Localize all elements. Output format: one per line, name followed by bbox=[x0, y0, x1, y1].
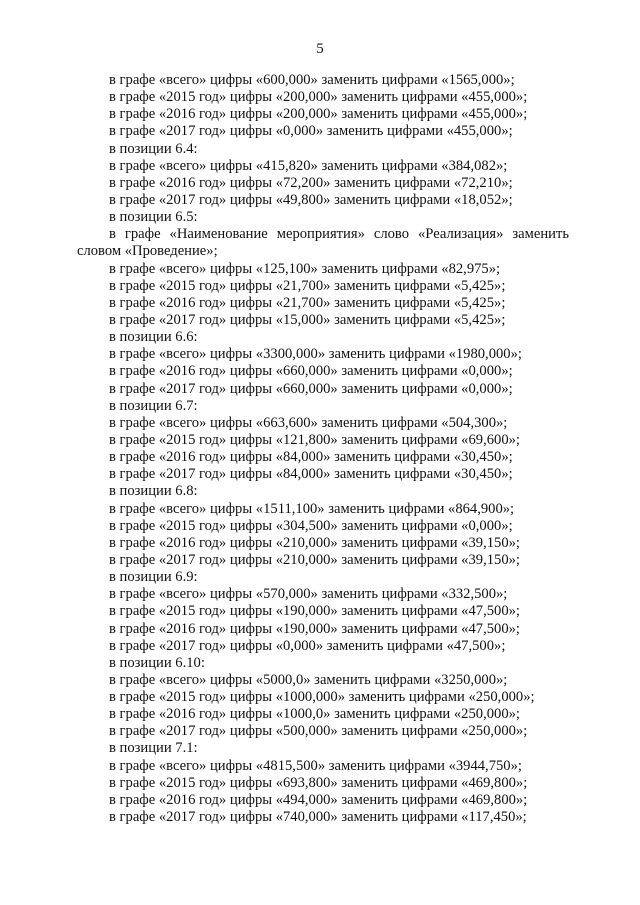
text-line: в графе «2015 год» цифры «1000,000» заменить цифрами «250,000»; bbox=[109, 689, 535, 706]
text-line: в графе «всего» цифры «415,820» заменить цифрами «384,082»; bbox=[109, 157, 508, 174]
justified-line bbox=[109, 226, 569, 243]
text-line: в графе «всего» цифры «570,000» заменить цифрами «332,500»; bbox=[109, 586, 508, 603]
text-line: в графе «2016 год» цифры «210,000» заменить цифрами «39,150»; bbox=[109, 534, 520, 551]
text-line: в графе «2016 год» цифры «190,000» заменить цифрами «47,500»; bbox=[109, 620, 520, 637]
text-line: словом «Проведение»; bbox=[77, 243, 218, 260]
position-heading: в позиции 6.7: bbox=[109, 397, 198, 414]
page-number: 5 bbox=[316, 41, 324, 57]
position-heading: в позиции 6.9: bbox=[109, 569, 198, 586]
text-line: в графе «2017 год» цифры «500,000» заменить цифрами «250,000»; bbox=[109, 723, 528, 740]
document-body bbox=[77, 72, 569, 826]
text-line: в графе «2016 год» цифры «494,000» заменить цифрами «469,800»; bbox=[109, 791, 528, 808]
text-line: в графе «2017 год» цифры «0,000» заменить цифрами «455,000»; bbox=[109, 123, 513, 140]
position-heading: в позиции 6.6: bbox=[109, 329, 198, 346]
position-heading: в позиции 6.4: bbox=[109, 140, 198, 157]
text-line: в графе «2017 год» цифры «660,000» заменить цифрами «0,000»; bbox=[109, 380, 513, 397]
word: «Наименование bbox=[169, 226, 268, 243]
text-line: в графе «2016 год» цифры «84,000» заменить цифрами «30,450»; bbox=[109, 449, 513, 466]
text-line: в графе «2016 год» цифры «72,200» заменить цифрами «72,210»; bbox=[109, 174, 513, 191]
position-heading: в позиции 6.10: bbox=[109, 654, 205, 671]
text-line: в графе «2016 год» цифры «660,000» заменить цифрами «0,000»; bbox=[109, 363, 513, 380]
text-line: в графе «2016 год» цифры «21,700» заменить цифрами «5,425»; bbox=[109, 294, 506, 311]
text-line: в графе «2015 год» цифры «304,500» заменить цифрами «0,000»; bbox=[109, 517, 513, 534]
text-line: в графе «2017 год» цифры «740,000» заменить цифрами «117,450»; bbox=[109, 809, 527, 826]
text-line: в графе «всего» цифры «600,000» заменить цифрами «1565,000»; bbox=[109, 72, 515, 88]
text-line: в графе «всего» цифры «3300,000» заменить цифрами «1980,000»; bbox=[109, 346, 522, 363]
text-line: в графе «2015 год» цифры «693,800» заменить цифрами «469,800»; bbox=[109, 774, 528, 791]
text-line: в графе «всего» цифры «125,100» заменить цифрами «82,975»; bbox=[109, 260, 501, 277]
word: графе bbox=[124, 226, 161, 243]
text-line: в графе «2015 год» цифры «121,800» заменить цифрами «69,600»; bbox=[109, 431, 520, 448]
text-line: в графе «2015 год» цифры «190,000» заменить цифрами «47,500»; bbox=[109, 603, 520, 620]
text-line: в графе «2016 год» цифры «1000,0» заменить цифрами «250,000»; bbox=[109, 706, 520, 723]
text-line: в графе «всего» цифры «1511,100» заменить цифрами «864,900»; bbox=[109, 500, 515, 517]
position-heading: в позиции 7.1: bbox=[109, 740, 198, 757]
text-line: в графе «2017 год» цифры «15,000» заменить цифрами «5,425»; bbox=[109, 311, 506, 328]
text-line: в графе «2017 год» цифры «210,000» заменить цифрами «39,150»; bbox=[109, 551, 520, 568]
text-line: в графе «2015 год» цифры «200,000» заменить цифрами «455,000»; bbox=[109, 89, 528, 106]
word: мероприятия» bbox=[276, 226, 365, 243]
position-heading: в позиции 6.5: bbox=[109, 209, 198, 226]
text-line: в графе «2015 год» цифры «21,700» заменить цифрами «5,425»; bbox=[109, 277, 506, 294]
text-line: в графе «всего» цифры «4815,500» заменить цифрами «3944,750»; bbox=[109, 757, 522, 774]
word: в bbox=[109, 226, 116, 243]
word: слово bbox=[373, 226, 409, 243]
text-line: в графе «всего» цифры «663,600» заменить цифрами «504,300»; bbox=[109, 414, 508, 431]
text-line: в графе «2017 год» цифры «84,000» заменить цифрами «30,450»; bbox=[109, 466, 513, 483]
position-heading: в позиции 6.8: bbox=[109, 483, 198, 500]
word: «Реализация» bbox=[417, 226, 504, 243]
text-line: в графе «2017 год» цифры «0,000» заменить цифрами «47,500»; bbox=[109, 637, 506, 654]
text-line: в графе «всего» цифры «5000,0» заменить цифрами «3250,000»; bbox=[109, 671, 508, 688]
text-line: в графе «2017 год» цифры «49,800» заменить цифрами «18,052»; bbox=[109, 191, 513, 208]
word: заменить bbox=[512, 226, 569, 243]
text-line: в графе «2016 год» цифры «200,000» заменить цифрами «455,000»; bbox=[109, 106, 528, 123]
